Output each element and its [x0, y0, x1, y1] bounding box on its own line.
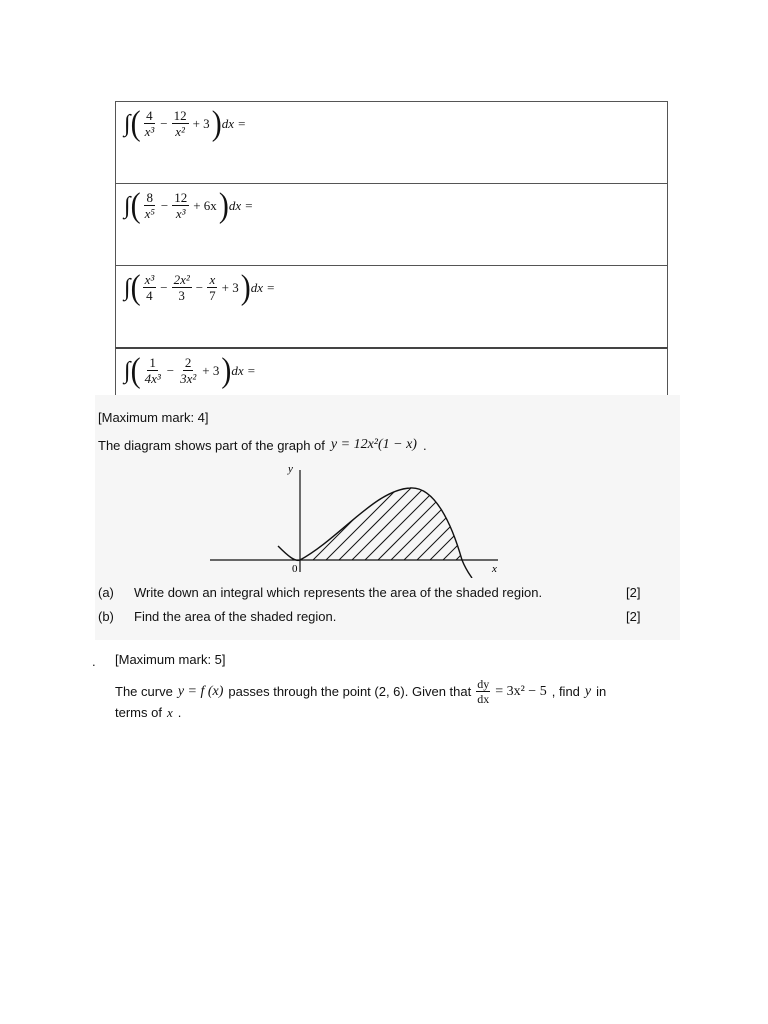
tail-term: + 3 [202, 362, 220, 378]
right-paren: ) [240, 267, 251, 306]
shaded-region-hatching [290, 470, 510, 570]
curve [278, 488, 472, 578]
dx-suffix: dx = [228, 197, 254, 213]
right-paren: ) [221, 350, 232, 389]
tail-term: + 3 [221, 279, 239, 295]
integral-sign: ∫ [124, 110, 131, 137]
integral-expression-2 [124, 185, 254, 224]
question-1-max-mark: [Maximum mark: 4] [98, 410, 209, 425]
integral-sign: ∫ [124, 192, 131, 219]
derivative-fraction: $\frac{dy}{dx}$ [477, 677, 490, 706]
question-2-text: The curve y = f (x) passes through the point (2, 6). Given that $\frac{dy}{dx}$ = 3x² − 5 , find y in [115, 677, 607, 706]
fraction: $\frac{12}{\text{x²}}$ [173, 108, 187, 139]
left-paren: ( [130, 185, 141, 224]
fraction: $\frac{2}{\text{3x²}}$ [180, 355, 197, 386]
integral-row-3 [115, 265, 668, 347]
dx-suffix: dx = [221, 115, 246, 131]
fraction: $\frac{8}{\text{x⁵}}$ [144, 190, 155, 221]
fraction: $\frac{\text{2x²}}{3}$ [173, 272, 190, 303]
question-2-text-line-2: terms of x . [115, 705, 182, 720]
left-paren: ( [130, 267, 141, 306]
operator: − [160, 115, 168, 131]
left-paren: ( [130, 350, 141, 389]
dx-suffix: dx = [231, 362, 256, 378]
left-paren: ( [130, 103, 141, 142]
x-axis-label: x [492, 563, 497, 575]
question-1-intro: The diagram shows part of the graph of y = 12x²(1 − x) . [98, 437, 427, 453]
integral-sign: ∫ [124, 274, 131, 301]
fraction: $\frac{12}{\text{x³}}$ [174, 190, 188, 221]
dx-suffix: dx = [250, 279, 275, 295]
shaded-area-graph [200, 460, 510, 578]
part-b-marks: [2] [626, 609, 641, 624]
question-2-bullet: . [92, 654, 96, 669]
integral-sign: ∫ [124, 357, 131, 384]
tail-term: + 6x [193, 197, 217, 213]
right-paren: ) [211, 103, 222, 142]
fraction: $\frac{\text{x³}}{4}$ [144, 272, 155, 303]
origin-label: 0 [292, 563, 298, 575]
integral-table [115, 101, 668, 397]
integral-expression-1 [124, 103, 246, 142]
integral-row-1 [115, 101, 668, 183]
question-2-max-mark: [Maximum mark: 5] [115, 652, 226, 667]
operator: − [166, 362, 175, 378]
integral-expression-4 [124, 350, 256, 389]
graph-equation: y = 12x²(1 − x) [330, 437, 417, 452]
part-a-marks: [2] [626, 585, 641, 600]
tail-term: + 3 [192, 115, 210, 131]
integral-row-4 [115, 347, 668, 397]
operator: − [160, 197, 169, 213]
y-axis-label: y [288, 463, 293, 475]
operator: − [195, 279, 204, 295]
fraction: $\frac{4}{\text{x³}}$ [144, 108, 155, 139]
right-paren: ) [218, 185, 229, 224]
operator: − [160, 279, 168, 295]
integral-row-2 [115, 183, 668, 265]
fraction: $\frac{1}{\text{4x³}}$ [144, 355, 161, 386]
fraction: $\frac{x}{7}$ [209, 272, 216, 303]
integral-expression-3 [124, 267, 275, 306]
